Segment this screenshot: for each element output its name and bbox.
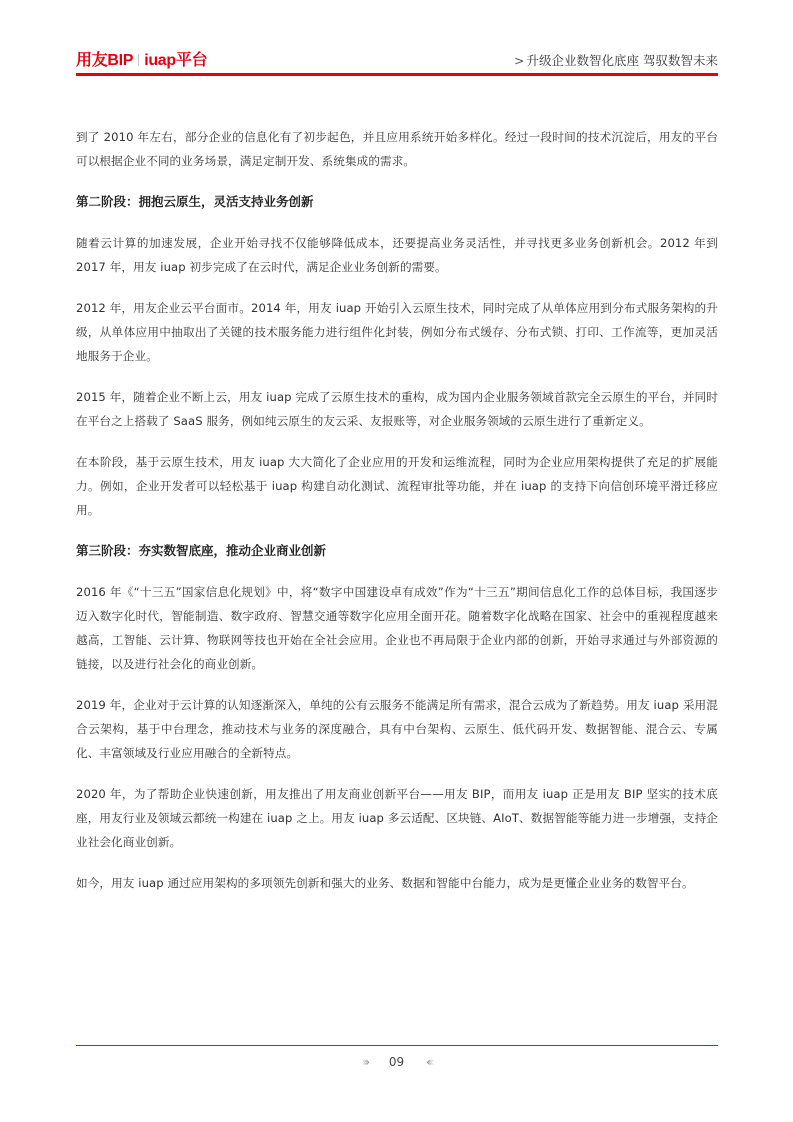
footer-divider [76, 1045, 718, 1046]
paragraph: 2015 年，随着企业不断上云，用友 iuap 完成了云原生技术的重构，成为国内企业服务领域首款完全云原生的平台，并同时在平台之上搭载了 SaaS 服务，例如纯云原生的友云采、友报账等，对企业服务领域的云原生进行了重新定义。 [76, 390, 718, 428]
paragraph: 2020 年，为了帮助企业快速创新，用友推出了用友商业创新平台——用友 BIP，而用友 iuap 正是用友 BIP 坚实的技术底座，用友行业及领域云都统一构建在 iuap 之上。用友 iuap 多云适配、区块链、AIoT、数据智能等能力进一步增强，支持企业社会化商业创新。 [76, 787, 718, 849]
header-slogan [514, 51, 718, 71]
double-chevron-left-icon: ‹‹‹ [425, 1054, 432, 1069]
section-heading-stage-2: 第二阶段：拥抱云原生，灵活支持业务创新 [76, 194, 314, 209]
brand-iuap: iuap平台 [144, 52, 208, 69]
paragraph: 到了 2010 年左右，部分企业的信息化有了初步起色，并且应用系统开始多样化。经过一段时间的技术沉淀后，用友的平台可以根据企业不同的业务场景，满足定制开发、系统集成的需求。 [76, 130, 718, 168]
slogan-text: 升级企业数智化底座 驾驭数智未来 [526, 53, 718, 68]
page-footer [0, 1051, 793, 1072]
paragraph: 在本阶段，基于云原生技术，用友 iuap 大大简化了企业应用的开发和运维流程，同时为企业应用架构提供了充足的扩展能力。例如，企业开发者可以轻松基于 iuap 构建自动化测试、流程审批等功能，并在 iuap 的支持下向信创环境平滑迁移应用。 [76, 455, 718, 517]
document-body [76, 125, 718, 912]
brand-separator [138, 54, 139, 66]
brand-bip: 用友BIP [76, 52, 134, 69]
paragraph: 2012 年，用友企业云平台面市。2014 年，用友 iuap 开始引入云原生技术，同时完成了从单体应用到分布式服务架构的升级，从单体应用中抽取出了关键的技术服务能力进行组件化封装，例如分布式缓存、分布式锁、打印、工作流等，更加灵活地服务于企业。 [76, 301, 718, 363]
section-heading-stage-3: 第三阶段：夯实数智底座，推动企业商业创新 [76, 543, 327, 558]
chevron-right-icon: > [514, 53, 525, 68]
paragraph: 2016 年《“十三五”国家信息化规划》中，将“数字中国建设卓有成效”作为“十三五”期间信息化工作的总体目标，我国逐步迈入数字化时代，智能制造、数字政府、智慧交通等数字化应用全面开花。随着数字化战略在国家、社会中的重视程度越来越高，工智能、云计算、物联网等技也开始在全社会应用。企业也不再局限于企业内部的创新，开始寻求通过与外部资源的链接，以及进行社会化的商业创新。 [76, 585, 718, 671]
paragraph: 2019 年，企业对于云计算的认知逐渐深入，单纯的公有云服务不能满足所有需求，混合云成为了新趋势。用友 iuap 采用混合云架构，基于中台理念，推动技术与业务的深度融合，具有中台架构、云原生、低代码开发、数据智能、混合云、专属化、丰富领域及行业应用融合的全新特点。 [76, 698, 718, 760]
paragraph: 随着云计算的加速发展，企业开始寻找不仅能够降低成本，还要提高业务灵活性，并寻找更多业务创新机会。2012 年到 2017 年，用友 iuap 初步完成了在云时代，满足企业业务创新的需要。 [76, 236, 718, 274]
double-chevron-right-icon: ››› [361, 1054, 368, 1069]
paragraph: 如今，用友 iuap 通过应用架构的多项领先创新和强大的业务、数据和智能中台能力，成为是更懂企业业务的数智平台。 [76, 876, 694, 890]
brand-logo [76, 50, 207, 72]
page-header [76, 50, 718, 75]
header-divider [76, 73, 718, 76]
page-number: 09 [388, 1054, 405, 1069]
